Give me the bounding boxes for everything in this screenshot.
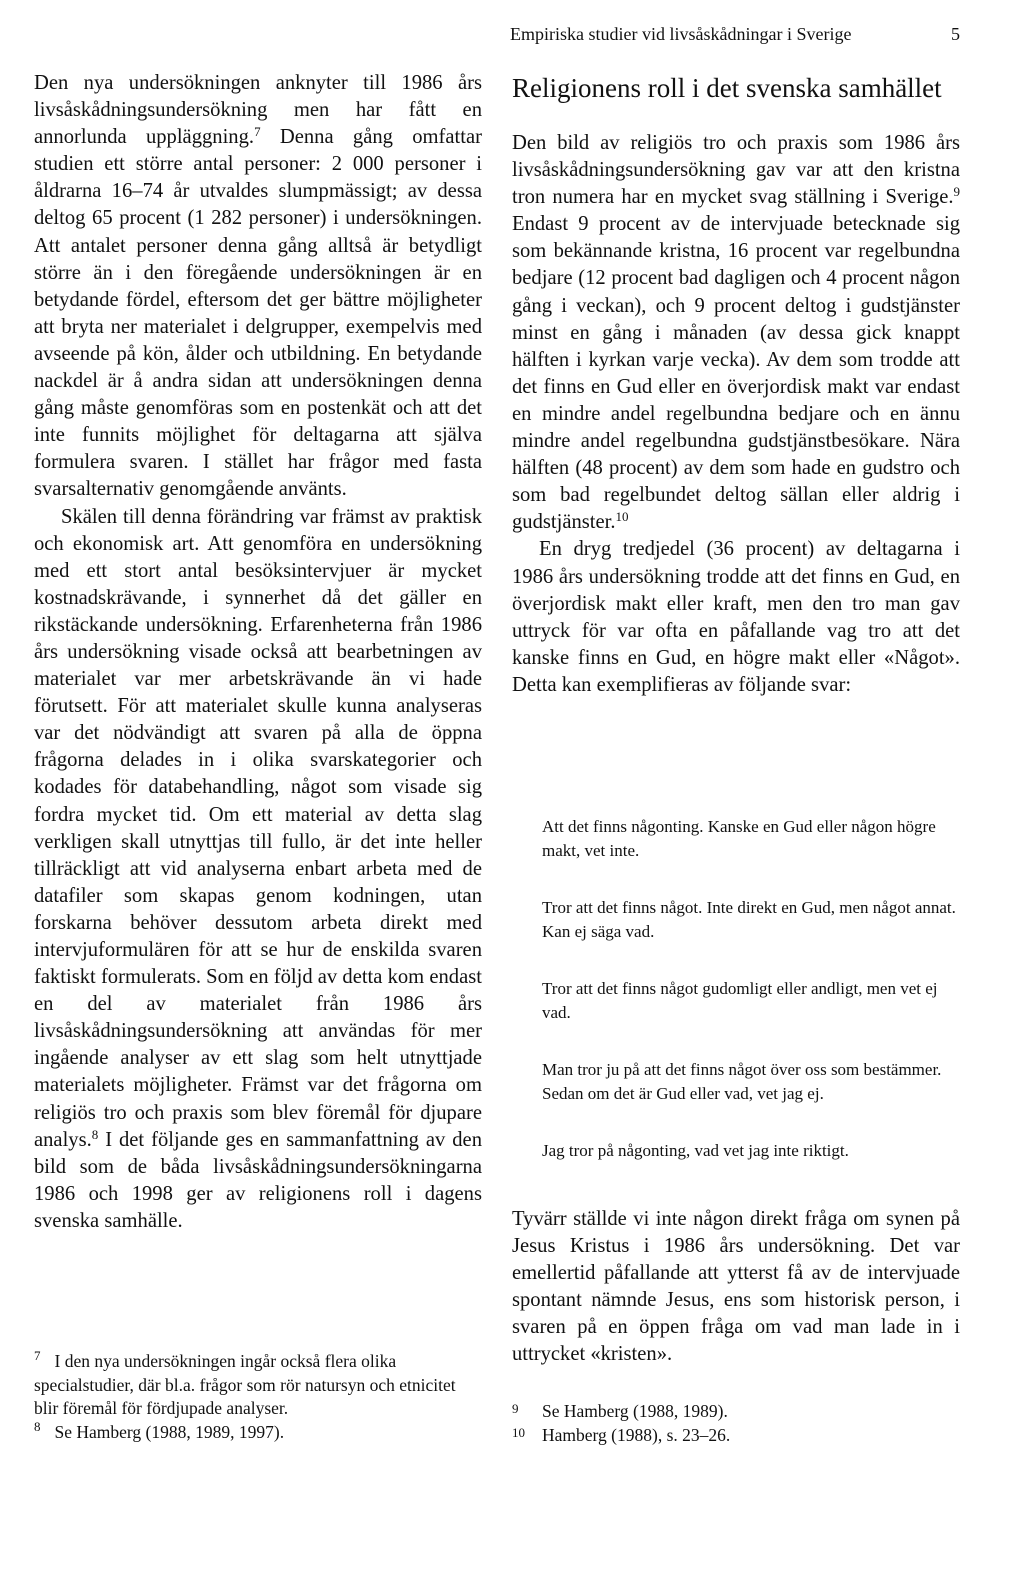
footnote-ref: 8: [91, 1126, 99, 1142]
footnote-ref: 9: [953, 184, 960, 200]
paragraph-text: Skälen till denna förändring var främst av praktisk och ekonomisk art. Att genomföra en undersökning med ett stort antal besöksintervjuer är mycket kostnadskrävande, i synnerhet då det gäller en rikstäckande undersökning. Erfarenheterna från 1986 års undersökning visade också att bearbetningen av materialet var mer arbetskrävande än vi hade förutsett. För att materialet skulle kunna analyseras var det nödvändigt att svaren på alla de öppna frågorna delades in i olika svarskategorier och kodades för databehandling, något som visade sig fordra mycket tid. Om ett material av detta slag verkligen skall utnyttjas till fullo, är det inte heller tillräckligt att vid analyserna enbart arbeta med de datafiler som skapas genom kodningen, utan forskarna behöver dessutom arbeta direkt med intervjuformulären för att se hur de enskilda svaren faktiskt formulerats. Som en följd av detta kom endast en del av materialet från 1986 års livsåskådningsundersökning att användas för mer ingående analyser av ett slag som helt utnyttjade materialets möjligheter. Främst var det frågorna om religiös tro och praxis som blev föremål för djupare analys.: [34, 505, 482, 1151]
paragraph: Tyvärr ställde vi inte någon direkt fråga om synen på Jesus Kristus i 1986 års undersökning. Det var emellertid påfallande att ytterst få av de intervjuade spontant nämnde Jesus, ens som historisk person, i svaren på en öppen fråga om vad man lade in i uttrycket «kristen».: [512, 1208, 960, 1366]
footnote-text: Hamberg (1988), s. 23–26.: [542, 1424, 731, 1445]
paragraph: [512, 130, 960, 536]
paragraph: [34, 504, 482, 1236]
footnote-number: 8: [34, 1418, 41, 1434]
footnote: [34, 1350, 484, 1421]
quote: Tror att det finns något. Inte direkt en Gud, men något annat. Kan ej säga vad.: [542, 898, 956, 941]
left-column: [34, 70, 482, 1235]
footnote-ref: 7: [254, 124, 261, 140]
footnote-number: 7: [34, 1348, 41, 1363]
footnote-number: 9: [512, 1401, 519, 1416]
quoted-responses: [542, 815, 962, 1196]
running-title: Empiriska studier vid livsåskådningar i Sverige: [510, 24, 852, 44]
footnote: [512, 1424, 962, 1448]
paragraph: [34, 70, 482, 504]
paragraph-text: I det följande ges en sammanfattning av den bild som de båda livsåskådningsundersökningarna 1986 och 1998 ger av religionens roll i dagens svenska samhälle.: [34, 1128, 482, 1232]
footnote-ref: 10: [615, 509, 629, 525]
footnote-text: Se Hamberg (1988, 1989).: [542, 1401, 728, 1421]
paragraph-text: Den bild av religiös tro och praxis som 1986 års livsåskådningsundersökning gav var att den kristna tron numera har en mycket svag ställning i Sverige.: [512, 132, 960, 209]
footnotes-right: [512, 1400, 962, 1447]
right-column-continued: [512, 1206, 960, 1369]
paragraph: En dryg tredjedel (36 procent) av deltagarna i 1986 års undersökning trodde att det finns en Gud, en överjordisk makt eller kraft, men den tro man gav uttryck för var ofta en påfallande vag tro att det kanske finns en Gud, en högre makt eller «Något». Detta kan exemplifieras av följande svar:: [512, 538, 960, 696]
quote: Att det finns någonting. Kanske en Gud eller någon högre makt, vet inte.: [542, 817, 936, 860]
footnote-text: I den nya undersökningen ingår också flera olika specialstudier, där bl.a. frågor som rör natursyn och etnicitet blir föremål för fördjupade analyser.: [34, 1351, 456, 1418]
footnote-number: 10: [512, 1424, 525, 1440]
footnote: [34, 1418, 484, 1445]
right-column: [512, 72, 960, 699]
section-title: Religionens roll i det svenska samhället: [512, 73, 942, 103]
quote: Man tror ju på att det finns något över oss som bestämmer. Sedan om det är Gud eller vad, vet jag ej.: [542, 1060, 942, 1103]
quote: Tror att det finns något gudomligt eller andligt, men vet ej vad.: [542, 979, 938, 1022]
page-number: 5: [951, 24, 960, 44]
running-head: [510, 22, 960, 46]
quote: Jag tror på någonting, vad vet jag inte riktigt.: [542, 1141, 849, 1160]
footnote-text: Se Hamberg (1988, 1989, 1997).: [54, 1421, 285, 1442]
paragraph-text: Den nya undersökningen anknyter till 1986 års livsåskådningsundersökning men har fått en annorlunda uppläggning.: [34, 72, 482, 149]
paragraph-text: Denna gång omfattar studien ett större antal personer: 2 000 personer i åldrarna 16–74 år utvaldes slumpmässigt; av dessa deltog 65 procent (1 282 personer) i undersökningen. Att antalet personer denna gång alltså är betydligt större än i den föregående undersökningen är en betydande fördel, eftersom det ger bättre möjligheter att bryta ner materialet i delgrupper, exempelvis med avseende på kön, ålder och utbildning. En betydande nackdel är å andra sidan att undersökningen denna gång måste genomföras som en postenkät och att det inte funnits möjlighet för deltagarna att själva formulera svaren. I stället har frågor med fasta svarsalternativ genomgående använts.: [34, 126, 482, 501]
footnote: [512, 1400, 962, 1424]
paragraph-text: Endast 9 procent av de intervjuade betecknade sig som bekännande kristna, 16 procent var regelbundna bedjare (12 procent bad dagligen och 4 procent någon gång i veckan), och 9 procent deltog i gudstjänster minst en gång i månaden (av dessa gick knappt hälften i kyrkan varje vecka). Av dem som trodde att det finns en Gud eller en överjordisk makt var endast en mindre andel regelbundna bedjare och en ännu mindre andel regelbundna gudstjänstbesökare. Nära hälften (48 procent) av dem som hade en gudstro och som bad regelbundet deltog sällan eller aldrig i gudstjänster.: [512, 213, 960, 534]
footnotes-left: [34, 1350, 484, 1444]
